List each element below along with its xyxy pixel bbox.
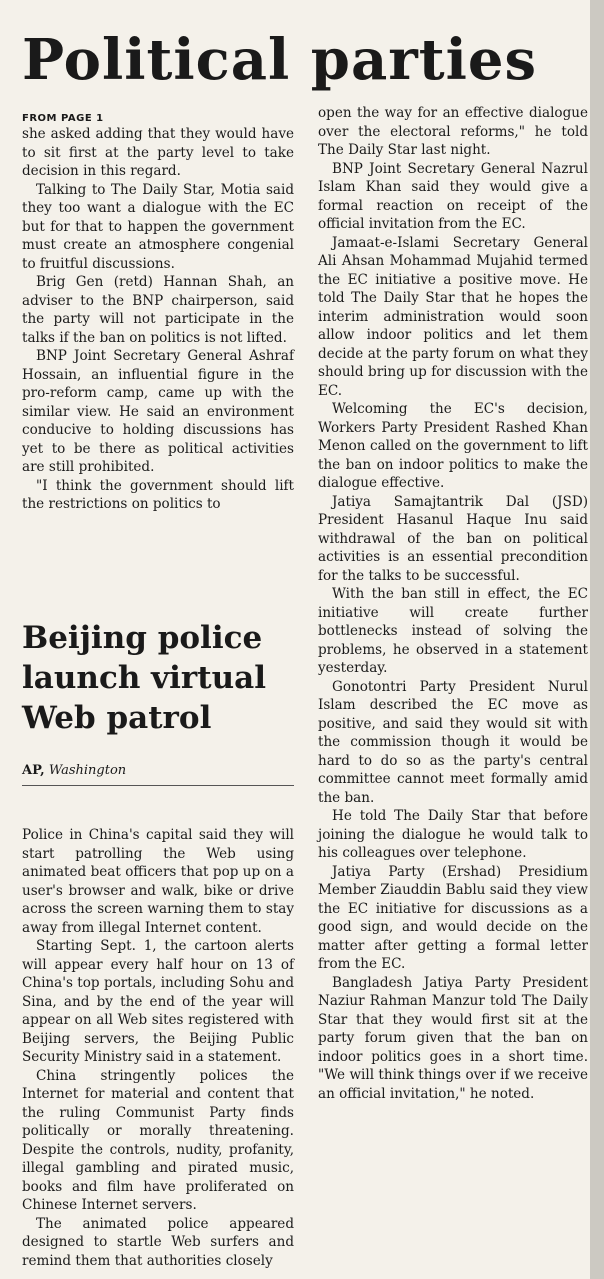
paragraph: BNP Joint Secretary General Ashraf Hossain, an influential figure in the pro-reform camp, came up with the similar view. He said an environment conducive to holding discussions has yet to be there as political activities are still prohibited. [22, 348, 294, 475]
paragraph: open the way for an effective dialogue over the electoral reforms," he told The Daily Star last night. [318, 105, 588, 158]
jump-kicker: FROM PAGE 1 [22, 113, 104, 124]
paragraph: Gonotontri Party President Nurul Islam described the EC move as positive, and said they would sit with the commission though it would be hard to do so as the party's central committee cannot meet formally amid the ban. [318, 678, 588, 806]
page-edge [590, 0, 604, 1279]
paragraph: Jatiya Party (Ershad) Presidium Member Ziauddin Bablu said they view the EC initiative for discussions as a good sign, and would decide on the matter after getting a formal letter from the EC. [318, 863, 588, 972]
paragraph: Jamaat-e-Islami Secretary General Ali Ahsan Mohammad Mujahid termed the EC initiative a positive move. He told The Daily Star that he hopes the interim administration would soon allow indoor politics and let them decide at the party forum on what they should bring up for discussion with the EC. [318, 234, 588, 399]
byline-agency: AP, [22, 763, 45, 778]
paragraph: Bangladesh Jatiya Party President Naziur Rahman Manzur told The Daily Star that they would first sit at the party forum given that the ban on indoor politics goes in a short time. "We will think things over if we receive an official invitation," he noted. [318, 974, 588, 1102]
paragraph: China stringently polices the Internet for material and content that the ruling Communist Party finds politically or morally threatening. Despite the controls, nudity, profanity, illegal gambling and pirated music, books and film have proliferated on Chinese Internet servers. [22, 1067, 294, 1213]
paragraph: With the ban still in effect, the EC initiative will create further bottlenecks instead of solving the problems, he observed in a statement yesterday. [318, 586, 588, 676]
left-column [22, 112, 294, 514]
paragraph: He told The Daily Star that before joining the dialogue he would talk to his colleagues over telephone. [318, 808, 588, 861]
paragraph: The animated police appeared designed to startle Web surfers and remind them that authorities closely [22, 1215, 294, 1269]
paragraph: Jatiya Samajtantrik Dal (JSD) President Hasanul Haque Inu said withdrawal of the ban on political activities is an essential precondition for the talks to be successful. [318, 493, 588, 584]
paragraph: Welcoming the EC's decision, Workers Party President Rashed Khan Menon called on the government to lift the ban on indoor politics to make the dialogue effective. [318, 401, 588, 491]
beijing-headline: Beijing police launch virtual Web patrol [22, 620, 266, 736]
byline [22, 762, 294, 780]
paragraph: Talking to The Daily Star, Motia said they too want a dialogue with the EC but for that to happen the government must create an atmosphere congenial to fruitful discussions. [22, 181, 294, 272]
beijing-body [22, 826, 294, 1270]
paragraph: Brig Gen (retd) Hannan Shah, an adviser to the BNP chairperson, said the party will not participate in the talks if the ban on politics is not lifted. [22, 274, 294, 346]
paragraph: BNP Joint Secretary General Nazrul Islam Khan said they would give a formal reaction on receipt of the official invitation from the EC. [318, 160, 588, 232]
divider [22, 785, 294, 786]
paragraph: "I think the government should lift the restrictions on politics to [22, 477, 294, 512]
paragraph: she asked adding that they would have to sit first at the party level to take decision in this regard. [22, 126, 294, 179]
article-headline: Political parties [22, 27, 538, 93]
right-column [318, 104, 588, 1103]
paragraph: Starting Sept. 1, the cartoon alerts will appear every half hour on 13 of China's top portals, including Sohu and Sina, and by the end of the year will appear on all Web sites registered with Beijing servers, the Beijing Public Security Ministry said in a statement. [22, 938, 294, 1065]
paragraph: Police in China's capital said they will start patrolling the Web using animated beat officers that pop up on a user's browser and walk, bike or drive across the screen warning them to stay away from illegal Internet content. [22, 827, 294, 936]
byline-place: Washington [48, 763, 127, 778]
